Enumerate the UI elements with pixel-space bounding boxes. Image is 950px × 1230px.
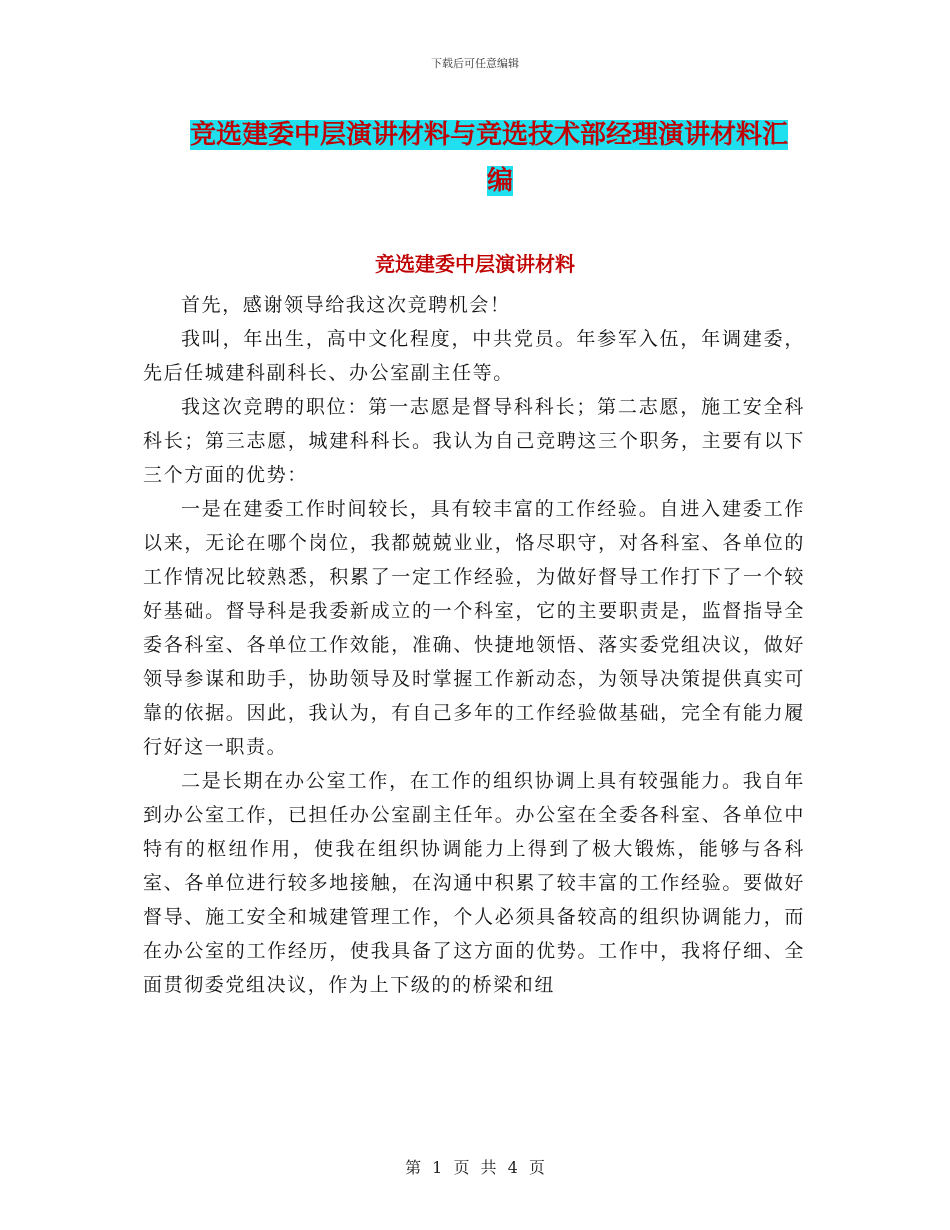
- document-title-line-2: 编: [486, 166, 513, 196]
- body-text: [143, 288, 805, 1002]
- document-title: [190, 112, 810, 204]
- document-title-line-1: 竞选建委中层演讲材料与竞选技术部经理演讲材料汇: [190, 120, 789, 150]
- page-number: 第 1 页 共 4 页: [405, 1158, 545, 1177]
- paragraph: 二是长期在办公室工作，在工作的组织协调上具有较强能力。我自年到办公室工作，已担任办公室副主任年。办公室在全委各科室、各单位中特有的枢纽作用，使我在组织协调能力上得到了极大锻炼，能够与各科室、各单位进行较多地接触，在沟通中积累了较丰富的工作经验。要做好督导、施工安全和城建管理工作，个人必须具备较高的组织协调能力，而在办公室的工作经历，使我具备了这方面的优势。工作中，我将仔细、全面贯彻委党组决议，作为上下级的的桥梁和纽: [143, 770, 805, 996]
- paragraph: 首先，感谢领导给我这次竞聘机会！: [181, 294, 511, 316]
- header-note: 下载后可任意编辑: [431, 57, 519, 70]
- paragraph: 我叫，年出生，高中文化程度，中共党员。年参军入伍，年调建委，先后任城建科副科长、办公室副主任等。: [143, 328, 805, 384]
- section-title: 竞选建委中层演讲材料: [375, 252, 575, 276]
- paragraph: 一是在建委工作时间较长，具有较丰富的工作经验。自进入建委工作以来，无论在哪个岗位，我都兢兢业业，恪尽职守，对各科室、各单位的工作情况比较熟悉，积累了一定工作经验，为做好督导工作打下了一个较好基础。督导科是我委新成立的一个科室，它的主要职责是，监督指导全委各科室、各单位工作效能，准确、快捷地领悟、落实委党组决议，做好领导参谋和助手，协助领导及时掌握工作新动态，为领导决策提供真实可靠的依据。因此，我认为，有自己多年的工作经验做基础，完全有能力履行好这一职责。: [143, 498, 805, 758]
- paragraph: 我这次竞聘的职位：第一志愿是督导科科长；第二志愿，施工安全科科长；第三志愿，城建科科长。我认为自己竞聘这三个职务，主要有以下三个方面的优势：: [143, 396, 805, 486]
